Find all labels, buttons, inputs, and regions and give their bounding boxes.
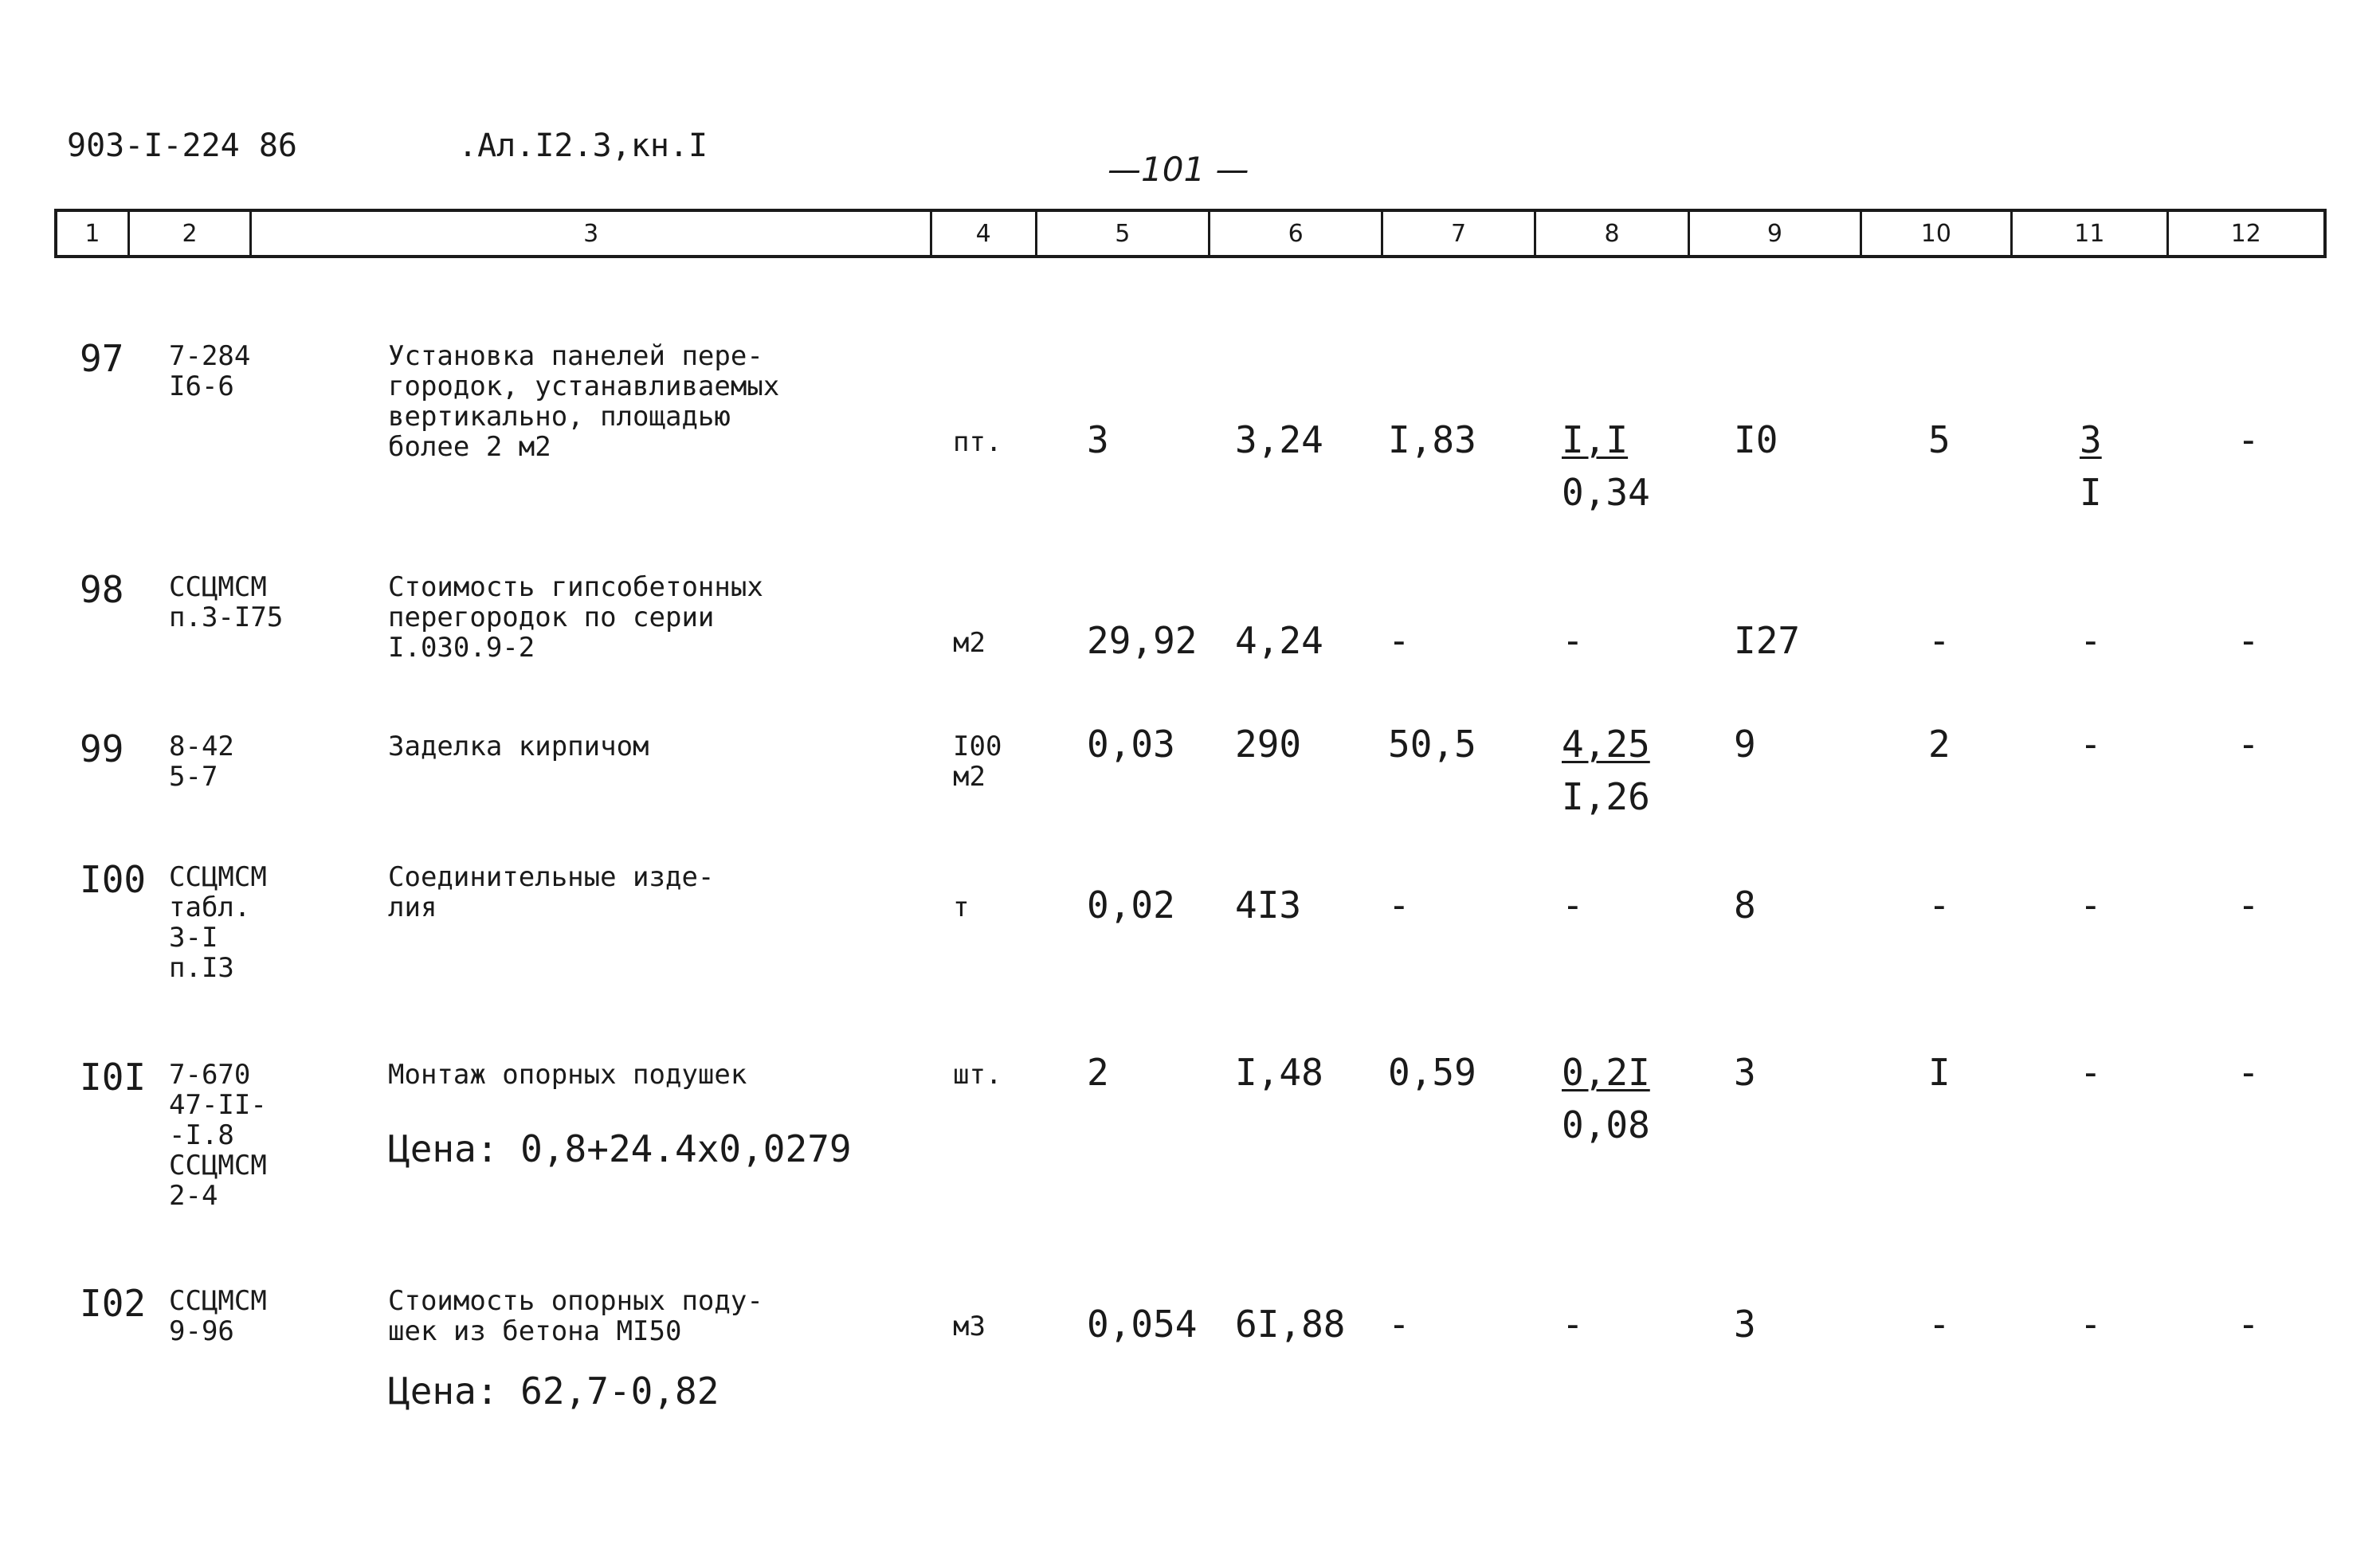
column-9-value: I0 — [1734, 418, 1778, 461]
column-10-value: - — [1928, 619, 1951, 662]
work-description: Установка панелей пере- — [388, 340, 763, 372]
norm-code: ССЦМСМ — [169, 861, 267, 893]
quantity: 0,03 — [1087, 723, 1175, 766]
norm-code: 3-I — [169, 922, 218, 954]
column-7-value: - — [1388, 619, 1410, 662]
row-number: 97 — [80, 337, 124, 380]
column-11-value: - — [2080, 1051, 2102, 1094]
column-9-value: I27 — [1734, 619, 1801, 662]
row-number: I0I — [80, 1056, 147, 1099]
column-8-value — [1562, 723, 1650, 766]
unit: пт. — [953, 426, 1002, 458]
column-9-value: 3 — [1734, 1303, 1756, 1346]
column-12-value: - — [2237, 418, 2260, 461]
work-description: более 2 м2 — [388, 431, 551, 463]
unit-price: I,48 — [1235, 1051, 1323, 1094]
column-11-value: - — [2080, 723, 2102, 766]
norm-code: 9-96 — [169, 1315, 234, 1347]
norm-code: -I.8 — [169, 1119, 234, 1151]
column-8-value: - — [1562, 1303, 1584, 1346]
column-number: 4 — [930, 212, 1035, 255]
column-7-value: 50,5 — [1388, 723, 1476, 766]
column-number: 6 — [1208, 212, 1381, 255]
column-8-value — [1562, 418, 1629, 461]
column-8-value: - — [1562, 884, 1584, 927]
column-number: 11 — [2010, 212, 2166, 255]
row-number: 99 — [80, 727, 124, 770]
norm-code: 7-284 — [169, 340, 251, 372]
unit: I00 — [953, 731, 1002, 762]
price-note: Цена: 0,8+24.4х0,0279 — [388, 1127, 852, 1170]
column-number: 3 — [249, 212, 930, 255]
column-number: 7 — [1381, 212, 1533, 255]
column-number: 9 — [1688, 212, 1859, 255]
work-description: Заделка кирпичом — [388, 731, 649, 762]
document-code: 903-I-224 86 — [67, 127, 297, 164]
quantity: 3 — [1087, 418, 1109, 461]
column-number: 8 — [1534, 212, 1688, 255]
work-description: Стоимость гипсобетонных — [388, 571, 763, 603]
work-description: I.030.9-2 — [388, 632, 535, 664]
unit-price: 3,24 — [1235, 418, 1323, 461]
column-8-denominator: 0,34 — [1562, 471, 1650, 514]
norm-code: 2-4 — [169, 1180, 218, 1212]
column-12-value: - — [2237, 1051, 2260, 1094]
work-description: Монтаж опорных подушек — [388, 1059, 747, 1091]
unit-price: 4I3 — [1235, 884, 1302, 927]
unit: шт. — [953, 1059, 1002, 1091]
column-number: 1 — [84, 219, 100, 248]
column-10-value: - — [1928, 884, 1951, 927]
norm-code: ССЦМСМ — [169, 1150, 267, 1182]
norm-code: 8-42 — [169, 731, 234, 762]
quantity: 2 — [1087, 1051, 1109, 1094]
norm-code: п.I3 — [169, 952, 234, 984]
norm-code: 5-7 — [169, 761, 218, 793]
column-number: 12 — [2166, 212, 2323, 255]
quantity: 0,054 — [1087, 1303, 1198, 1346]
unit-price: 4,24 — [1235, 619, 1323, 662]
row-number: I02 — [80, 1282, 147, 1325]
norm-code: ССЦМСМ — [169, 1285, 267, 1317]
column-8-numerator: 0,2I — [1562, 1051, 1650, 1094]
column-7-value: - — [1388, 884, 1410, 927]
column-10-value: 5 — [1928, 418, 1951, 461]
norm-code: п.3-I75 — [169, 602, 284, 633]
column-8-value — [1562, 1051, 1650, 1094]
column-11-numerator: 3 — [2080, 418, 2102, 461]
norm-code: I6-6 — [169, 370, 234, 402]
column-9-value: 3 — [1734, 1051, 1756, 1094]
column-11-value: - — [2080, 619, 2102, 662]
column-8-numerator: 4,25 — [1562, 723, 1650, 766]
unit: м2 — [953, 627, 986, 659]
column-number: 5 — [1035, 212, 1208, 255]
norm-code: табл. — [169, 892, 251, 923]
quantity: 29,92 — [1087, 619, 1198, 662]
unit: м2 — [953, 761, 986, 793]
column-10-value: I — [1928, 1051, 1951, 1094]
column-12-value: - — [2237, 619, 2260, 662]
album-reference: .Ал.I2.3,кн.I — [458, 127, 708, 164]
column-8-value: - — [1562, 619, 1584, 662]
work-description: городок, устанавливаемых — [388, 370, 780, 402]
norm-code: ССЦМСМ — [169, 571, 267, 603]
unit-price: 6I,88 — [1235, 1303, 1346, 1346]
column-7-value: - — [1388, 1303, 1410, 1346]
column-10-value: - — [1928, 1303, 1951, 1346]
column-11-denominator: I — [2080, 471, 2102, 514]
unit: м3 — [953, 1311, 986, 1342]
work-description: Стоимость опорных поду- — [388, 1285, 763, 1317]
column-8-numerator: I,I — [1562, 418, 1629, 461]
work-description: Соединительные изде- — [388, 861, 715, 893]
column-12-value: - — [2237, 1303, 2260, 1346]
page-number: —101 — — [1108, 150, 1249, 189]
column-7-value: I,83 — [1388, 418, 1476, 461]
column-12-value: - — [2237, 723, 2260, 766]
column-8-denominator: 0,08 — [1562, 1103, 1650, 1146]
column-12-value: - — [2237, 884, 2260, 927]
quantity: 0,02 — [1087, 884, 1175, 927]
work-description: лия — [388, 892, 437, 923]
work-description: вертикально, площадью — [388, 401, 731, 433]
price-note: Цена: 62,7-0,82 — [388, 1370, 719, 1413]
column-8-denominator: I,26 — [1562, 775, 1650, 818]
column-11-value — [2080, 418, 2102, 461]
norm-code: 7-670 — [169, 1059, 251, 1091]
column-9-value: 8 — [1734, 884, 1756, 927]
column-7-value: 0,59 — [1388, 1051, 1476, 1094]
unit-price: 290 — [1235, 723, 1302, 766]
unit: т — [953, 892, 970, 923]
column-11-value: - — [2080, 1303, 2102, 1346]
column-11-value: - — [2080, 884, 2102, 927]
column-10-value: 2 — [1928, 723, 1951, 766]
column-9-value: 9 — [1734, 723, 1756, 766]
column-number: 2 — [127, 212, 250, 255]
column-number: 10 — [1860, 212, 2010, 255]
row-number: I00 — [80, 858, 147, 901]
work-description: перегородок по серии — [388, 602, 715, 633]
work-description: шек из бетона МI50 — [388, 1315, 682, 1347]
row-number: 98 — [80, 568, 124, 611]
norm-code: 47-II- — [169, 1089, 267, 1121]
column-header — [54, 209, 2327, 258]
